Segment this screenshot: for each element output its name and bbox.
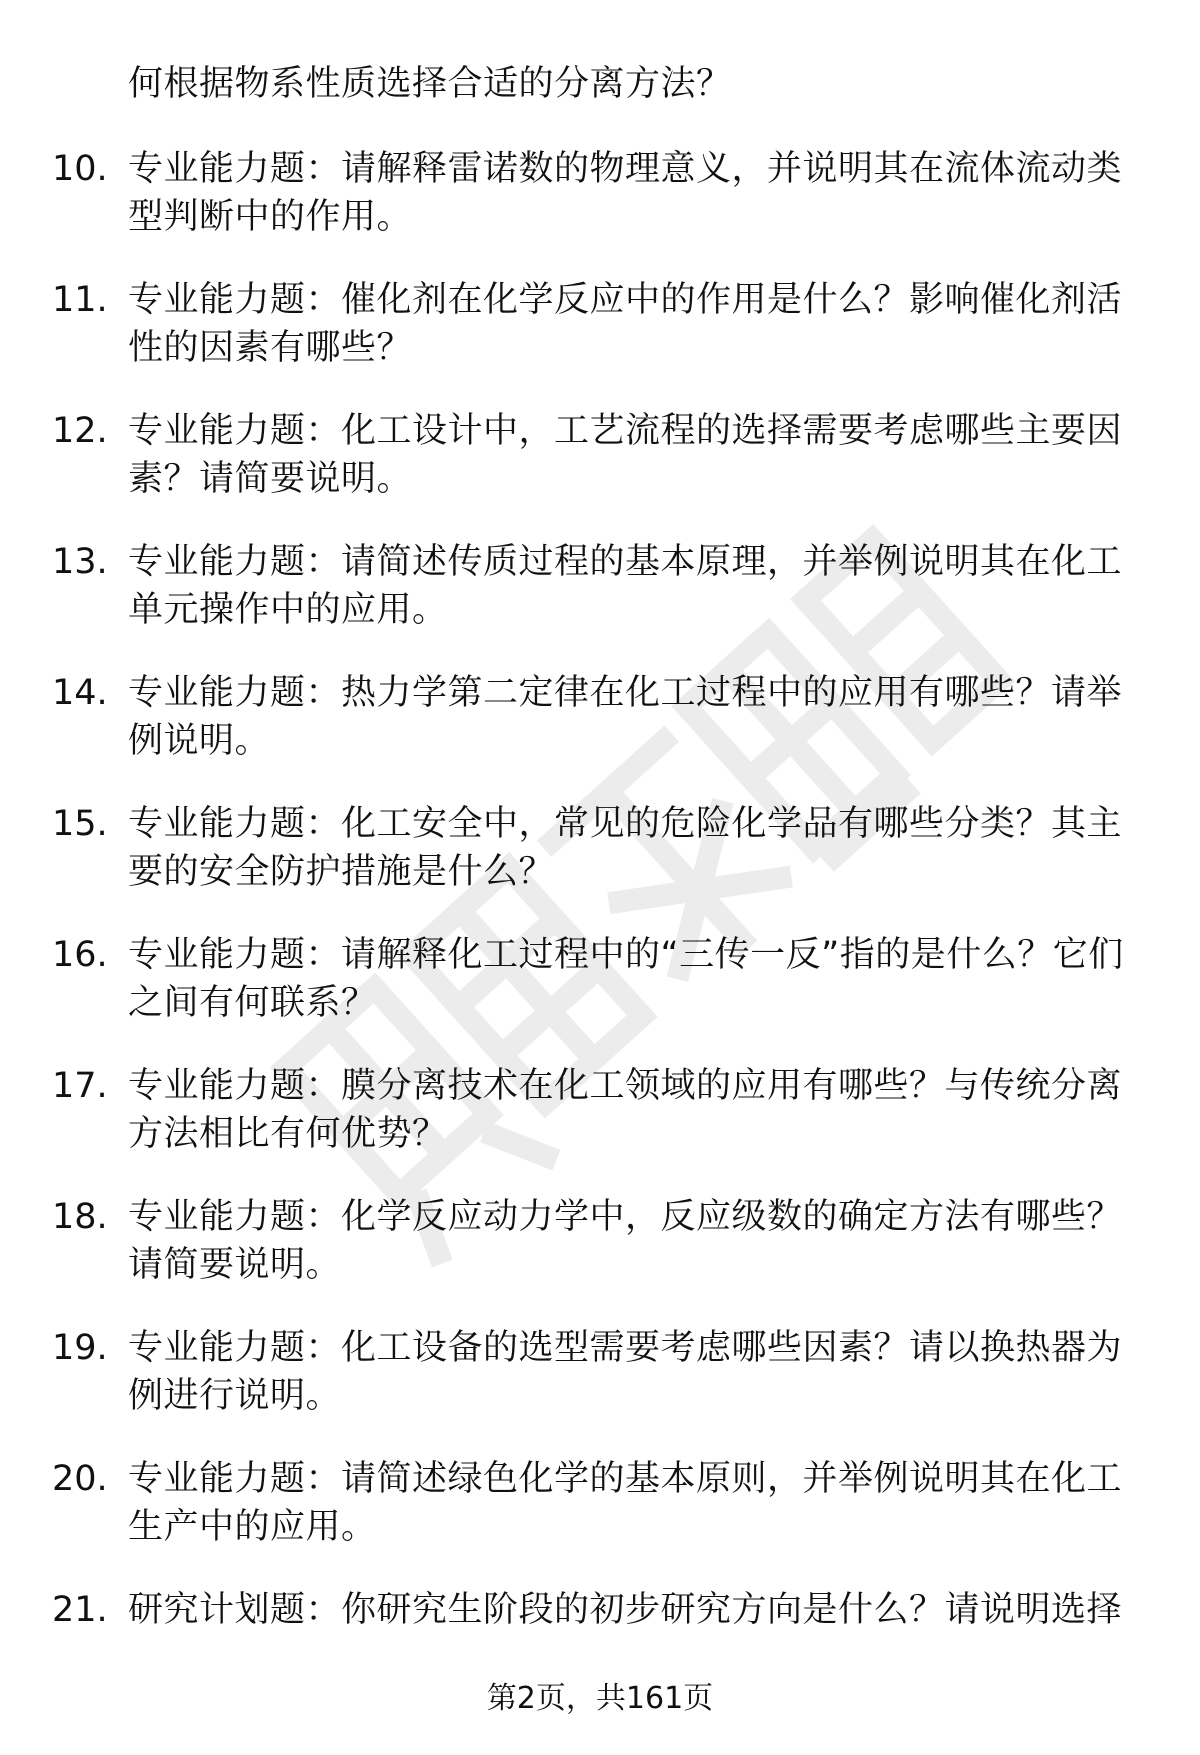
question-number: 10. [52,149,108,189]
question-number: 11. [52,280,108,320]
question-item [0,1062,1200,1193]
question-text: 研究计划题：你研究生阶段的初步研究方向是什么？请说明选择 [128,1590,1123,1630]
question-text: 专业能力题：请简述传质过程的基本原理，并举例说明其在化工单元操作中的应用。 [128,542,1123,630]
question-item [0,276,1200,407]
question-number: 20. [52,1459,108,1499]
question-number: 17. [52,1066,108,1106]
question-number: 14. [52,673,108,713]
question-item [0,800,1200,931]
question-text: 专业能力题：请解释化工过程中的“三传一反”指的是什么？它们之间有何联系？ [128,935,1124,1023]
question-list [0,145,1200,1717]
question-number: 21. [52,1590,108,1630]
question-text: 专业能力题：热力学第二定律在化工过程中的应用有哪些？请举例说明。 [128,673,1123,761]
question-item [0,1324,1200,1455]
question-item [0,1193,1200,1324]
page-footer: 第2页，共161页 [486,1681,714,1716]
question-item [0,145,1200,276]
question-text: 专业能力题：化学反应动力学中，反应级数的确定方法有哪些？请简要说明。 [128,1197,1123,1285]
question-text: 专业能力题：化工设计中，工艺流程的选择需要考虑哪些主要因素？请简要说明。 [128,411,1123,499]
continuation-text: 何根据物系性质选择合适的分离方法？ [128,64,732,104]
question-item [0,407,1200,538]
question-text: 专业能力题：请解释雷诺数的物理意义，并说明其在流体流动类型判断中的作用。 [128,149,1123,237]
question-text: 专业能力题：催化剂在化学反应中的作用是什么？影响催化剂活性的因素有哪些？ [128,280,1123,368]
question-number: 15. [52,804,108,844]
question-number: 13. [52,542,108,582]
question-item [0,1455,1200,1586]
question-text: 专业能力题：化工设备的选型需要考虑哪些因素？请以换热器为例进行说明。 [128,1328,1123,1416]
question-text: 专业能力题：请简述绿色化学的基本原则，并举例说明其在化工生产中的应用。 [128,1459,1123,1547]
question-item [0,669,1200,800]
question-text: 专业能力题：膜分离技术在化工领域的应用有哪些？与传统分离方法相比有何优势？ [128,1066,1123,1154]
question-item [0,538,1200,669]
question-number: 12. [52,411,108,451]
question-number: 19. [52,1328,108,1368]
question-text: 专业能力题：化工安全中，常见的危险化学品有哪些分类？其主要的安全防护措施是什么？ [128,804,1123,892]
question-number: 18. [52,1197,108,1237]
question-number: 16. [52,935,108,975]
question-item [0,931,1200,1062]
